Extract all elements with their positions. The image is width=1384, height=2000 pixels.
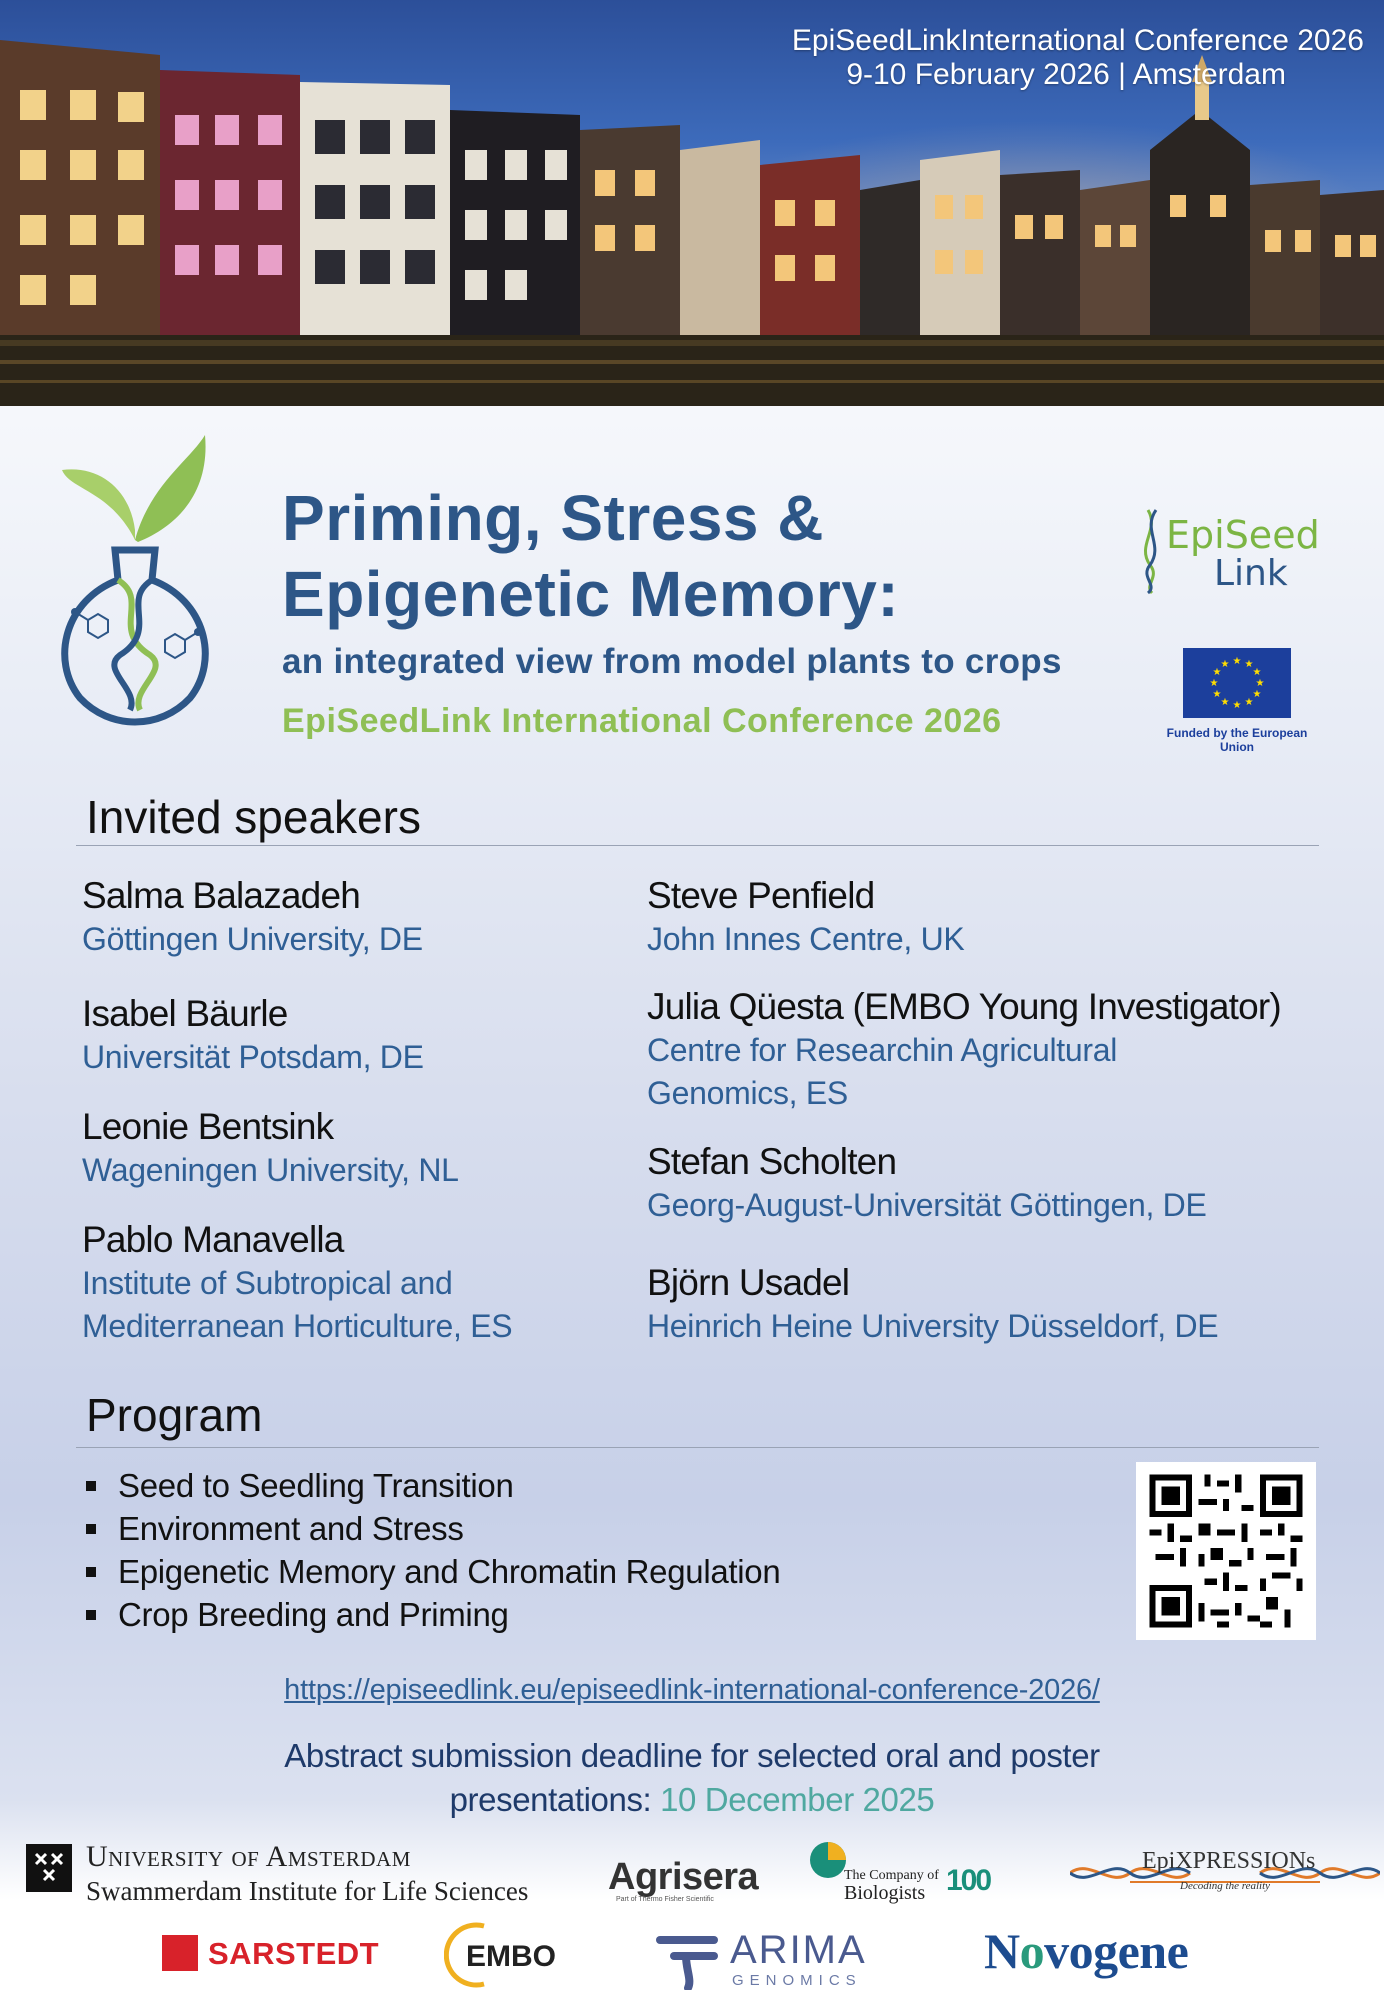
- novogene-logo: [984, 1922, 1188, 1980]
- sarstedt-logo: [162, 1936, 379, 1974]
- embo-logo: [444, 1922, 568, 1988]
- deadline-date: 10 December 2025: [660, 1781, 935, 1818]
- header-banner: [0, 0, 1384, 406]
- svg-text:★: ★: [1220, 659, 1230, 670]
- speaker-name: Björn Usadel: [647, 1262, 850, 1303]
- speaker-affiliation: Universität Potsdam, DE: [82, 1039, 424, 1075]
- invited-speakers-heading: Invited speakers: [86, 791, 421, 843]
- novogene-n: N: [984, 1923, 1020, 1979]
- epixpressions-logo: [1070, 1844, 1380, 1904]
- svg-text:★: ★: [1244, 659, 1254, 670]
- speaker-name: Leonie Bentsink: [82, 1106, 334, 1147]
- speaker-name: Stefan Scholten: [647, 1141, 897, 1182]
- cob-line-1: The Company of: [844, 1868, 939, 1883]
- program-item: Crop Breeding and Priming: [84, 1593, 780, 1636]
- conference-link[interactable]: https://episeedlink.eu/episeedlink-international-conference-2026/: [284, 1674, 1100, 1706]
- cob-100-badge: 100: [946, 1864, 991, 1897]
- qr-code[interactable]: [1136, 1462, 1316, 1640]
- arima-emblem-icon: [654, 1930, 724, 1990]
- svg-text:★: ★: [1209, 678, 1219, 689]
- cob-emblem-icon: [808, 1838, 848, 1882]
- speaker-affiliation: Wageningen University, NL: [82, 1152, 459, 1188]
- epixpressions-tagline: Decoding the reality: [1180, 1880, 1271, 1892]
- conference-date-location: [792, 24, 1364, 92]
- novogene-rest: vogene: [1044, 1923, 1189, 1979]
- speaker-affiliation: Centre for Researchin Agricultural: [647, 1032, 1118, 1068]
- program-divider: [76, 1447, 1319, 1448]
- subtitle: an integrated view from model plants to crops: [282, 642, 1062, 681]
- cob-line-2: Biologists: [844, 1882, 926, 1904]
- uva-logo: [26, 1840, 546, 1920]
- speaker-name: Julia Qüesta (EMBO Young Investigator): [647, 986, 1281, 1027]
- program-heading: Program: [86, 1389, 263, 1441]
- agrisera-logo: Agrisera: [608, 1856, 759, 1898]
- eu-flag-icon: [1183, 648, 1291, 718]
- svg-text:★: ★: [1232, 700, 1242, 711]
- program-item: Seed to Seedling Transition: [84, 1464, 780, 1507]
- link-word: Link: [1214, 553, 1288, 594]
- speaker-right-0: [647, 874, 1347, 961]
- novogene-o: o: [1019, 1923, 1045, 1979]
- conference-name: EpiSeedLink International Conference 2026: [282, 702, 1002, 740]
- speaker-left-3: [82, 1218, 642, 1348]
- svg-text:★: ★: [1212, 689, 1222, 700]
- speaker-left-2: [82, 1105, 642, 1192]
- plant-dna-flask-logo: [40, 430, 230, 730]
- epixpressions-name: EpiXPRESSIONs: [1142, 1848, 1316, 1874]
- speaker-affiliation: Institute of Subtropical and: [82, 1265, 453, 1301]
- svg-text:★: ★: [1212, 667, 1222, 678]
- conference-line-1: EpiSeedLinkInternational Conference 2026: [791, 24, 1364, 57]
- arima-genomics-logo: [654, 1926, 914, 1996]
- speaker-name: Salma Balazadeh: [82, 875, 361, 916]
- abstract-deadline: [0, 1734, 1384, 1822]
- uva-institute: Swammerdam Institute for Life Sciences: [86, 1876, 529, 1906]
- title-line-2: Epigenetic Memory:: [282, 558, 900, 630]
- episeedlink-logo: [1130, 505, 1330, 595]
- speaker-affiliation: Mediterranean Horticulture, ES: [82, 1308, 513, 1344]
- sarstedt-name: SARSTEDT: [208, 1936, 380, 1971]
- episeed-word: EpiSeed: [1166, 513, 1320, 557]
- svg-text:★: ★: [1252, 689, 1262, 700]
- speaker-affiliation: John Innes Centre, UK: [647, 921, 965, 957]
- speaker-affiliation: Georg-August-Universität Göttingen, DE: [647, 1187, 1207, 1223]
- uva-name: University of Amsterdam: [86, 1840, 411, 1873]
- speaker-name: Pablo Manavella: [82, 1219, 344, 1260]
- svg-text:★: ★: [1244, 697, 1254, 708]
- speaker-right-3: [647, 1261, 1347, 1348]
- embo-name: EMBO: [466, 1940, 556, 1973]
- speaker-left-1: [82, 992, 642, 1079]
- agrisera-subtext: Part of Thermo Fisher Scientific: [616, 1896, 714, 1903]
- arima-subtext: GENOMICS: [732, 1972, 862, 1989]
- arima-name: ARIMA: [730, 1928, 867, 1972]
- program-list: [84, 1464, 780, 1636]
- speaker-affiliation: Göttingen University, DE: [82, 921, 423, 957]
- svg-text:★: ★: [1232, 656, 1242, 667]
- speaker-right-2: [647, 1140, 1347, 1227]
- speaker-left-0: [82, 874, 642, 961]
- speakers-divider: [76, 845, 1319, 846]
- deadline-line-1: Abstract submission deadline for selected oral and poster: [284, 1737, 1100, 1774]
- speaker-name: Isabel Bäurle: [82, 993, 288, 1034]
- title-line-1: Priming, Stress &: [282, 482, 824, 554]
- eu-funding-text: Funded by the European Union: [1166, 726, 1308, 754]
- company-of-biologists-logo: [808, 1838, 1028, 1908]
- speaker-affiliation: Genomics, ES: [647, 1075, 848, 1111]
- speaker-right-1: [647, 985, 1347, 1115]
- deadline-prefix: presentations:: [449, 1781, 652, 1818]
- uva-crest-icon: [26, 1844, 72, 1892]
- speaker-affiliation: Heinrich Heine University Düsseldorf, DE: [647, 1308, 1219, 1344]
- program-item: Epigenetic Memory and Chromatin Regulation: [84, 1550, 780, 1593]
- conference-line-2: 9-10 February 2026 | Amsterdam: [846, 58, 1286, 91]
- svg-text:★: ★: [1220, 697, 1230, 708]
- program-item: Environment and Stress: [84, 1507, 780, 1550]
- dna-helix-icon: [1130, 505, 1170, 595]
- speaker-name: Steve Penfield: [647, 875, 875, 916]
- svg-text:★: ★: [1255, 678, 1265, 689]
- svg-text:★: ★: [1252, 667, 1262, 678]
- sarstedt-emblem-icon: [162, 1935, 198, 1971]
